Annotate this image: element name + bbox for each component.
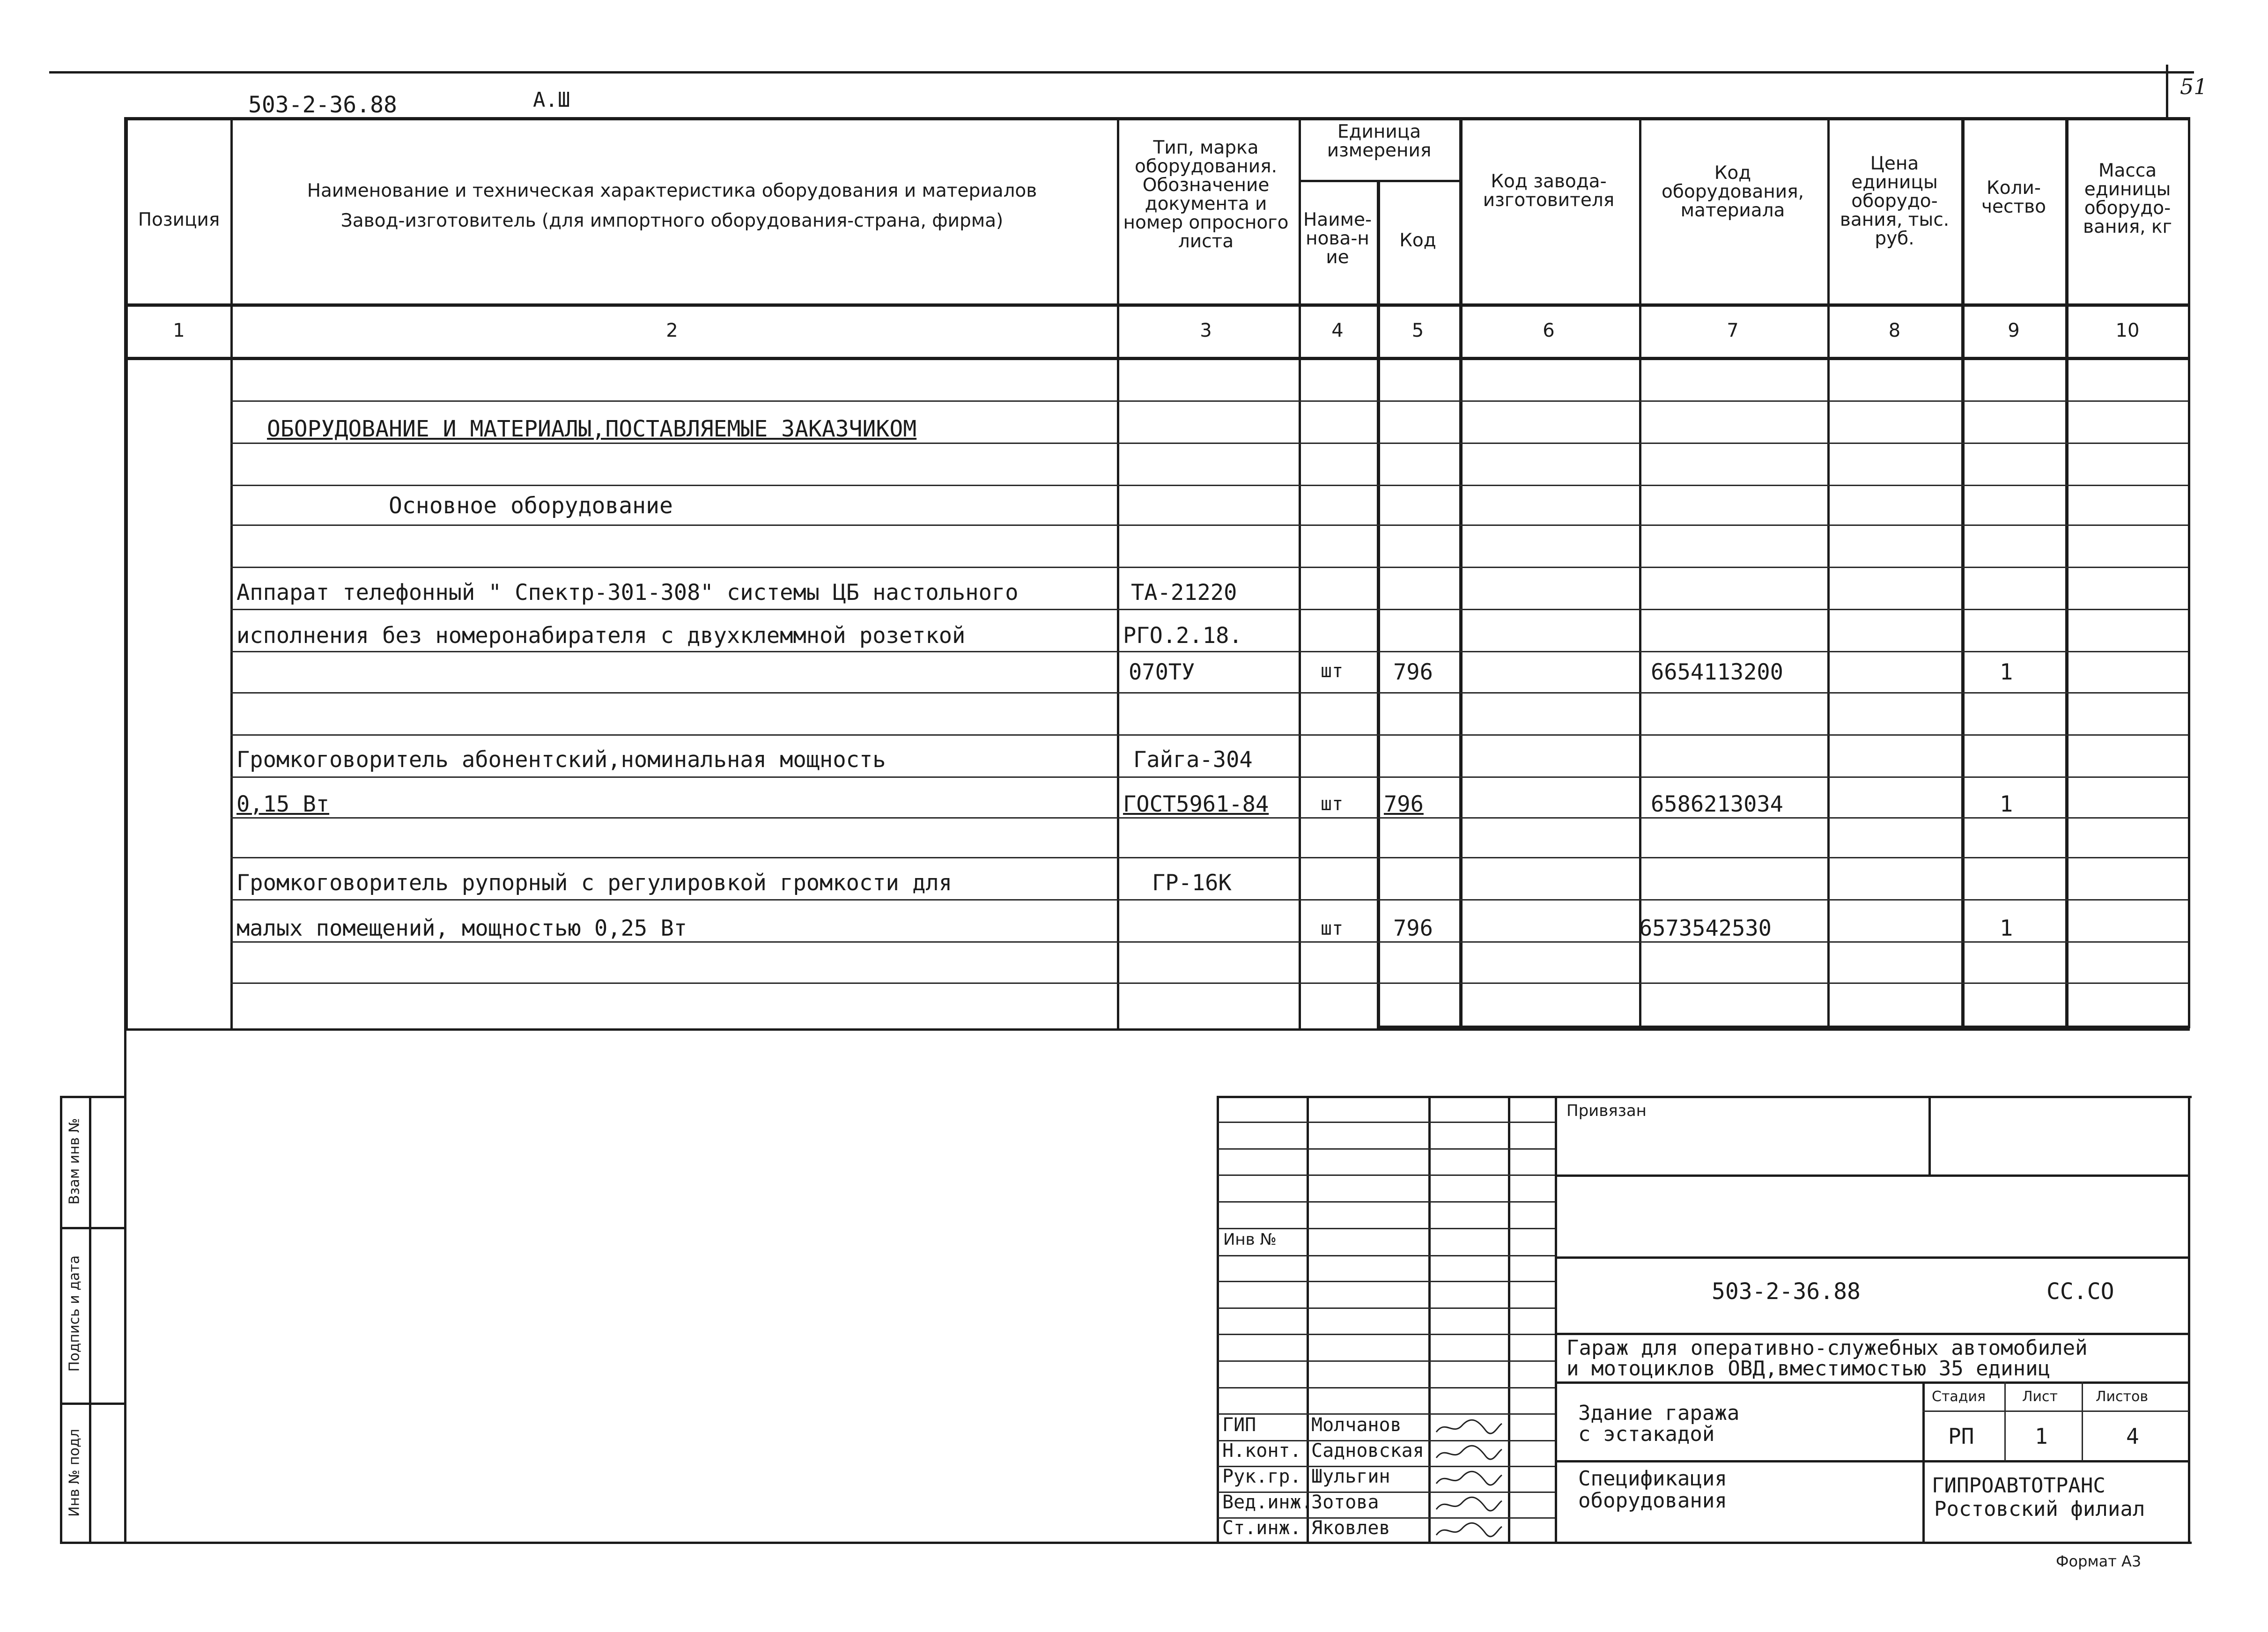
- side-stamp-mid-line: [89, 1096, 91, 1543]
- item1-type-line3: 070ТУ: [1129, 659, 1195, 685]
- col-number-8: 8: [1888, 320, 1901, 341]
- table-row-line: [230, 776, 2188, 778]
- item3-name-line2: малых помещений, мощностью 0,25 Вт: [236, 916, 687, 941]
- header-position: Позиция: [138, 209, 220, 230]
- col-number-4: 4: [1331, 320, 1344, 341]
- header-name-line2: Завод-изготовитель (для импортного оборудования-страна, фирма): [340, 210, 1004, 231]
- col-number-2: 2: [666, 320, 678, 341]
- project-title-line1: Гараж для оперативно-служебных автомобилей: [1566, 1336, 2088, 1360]
- item1-unit: шт: [1321, 660, 1344, 682]
- privyazan-divider: [1928, 1096, 1931, 1175]
- project-title-line2: и мотоциклов ОВД,вместимостью 35 единиц: [1566, 1357, 2051, 1381]
- signer-name: Молчанов: [1311, 1414, 1402, 1436]
- table-header-bottom: [126, 303, 2190, 307]
- table-row-line: [230, 651, 2188, 652]
- header-name-line1: Наименование и техническая характеристика оборудования и материалов: [307, 180, 1037, 201]
- item1-unit-code: 796: [1393, 659, 1433, 685]
- sheets-value: 4: [2126, 1424, 2139, 1449]
- signature-grid-row: [1218, 1387, 1555, 1388]
- table-column-line: [1827, 117, 1830, 1028]
- table-row-line: [230, 485, 2188, 486]
- org-line2: Ростовский филиал: [1934, 1497, 2145, 1521]
- side-stamp-left-line: [60, 1096, 62, 1543]
- signature-grid-row: [1218, 1174, 1555, 1176]
- signature-grid-row: [1218, 1281, 1555, 1282]
- item2-type-line2: ГОСТ5961-84: [1123, 791, 1269, 817]
- item1-type-line2: РГО.2.18.: [1123, 623, 1242, 649]
- side-stamp-top: [60, 1096, 126, 1098]
- table-top-border: [126, 117, 2190, 120]
- section-title: ОБОРУДОВАНИЕ И МАТЕРИАЛЫ,ПОСТАВЛЯЕМЫЕ ЗАКАЗЧИКОМ: [267, 416, 917, 442]
- stage-label-row: [1922, 1410, 2189, 1412]
- col-number-7: 7: [1727, 320, 1739, 341]
- signature-grid-row: [1218, 1307, 1555, 1309]
- item1-name-line2: исполнения без номеронабирателя с двухклеммной розеткой: [236, 623, 966, 649]
- sheet-label: Лист: [2022, 1388, 2058, 1405]
- item2-equipment-code: 6586213034: [1651, 791, 1783, 817]
- signer-role: Ст.инж.: [1222, 1517, 1301, 1539]
- table-column-line: [1459, 117, 1463, 1028]
- item1-quantity: 1: [2000, 659, 2013, 685]
- inv-no-label: Инв №: [1223, 1230, 1277, 1249]
- item2-name-line1: Громкоговоритель абонентский,номинальная мощность: [236, 747, 886, 773]
- building-row-top: [1555, 1381, 2189, 1384]
- title-block-left: [1217, 1096, 1219, 1543]
- spec-line1: Спецификация: [1578, 1467, 1727, 1491]
- title-block-top: [1218, 1096, 2192, 1098]
- project-title-row-top: [1555, 1333, 2189, 1335]
- table-column-line: [1961, 117, 1965, 1028]
- sheets-label: Листов: [2096, 1388, 2149, 1405]
- signer-role: ГИП: [1222, 1414, 1256, 1436]
- item1-equipment-code: 6654113200: [1651, 659, 1783, 685]
- table-row-line: [230, 982, 2188, 984]
- signature-grid-row: [1218, 1201, 1555, 1203]
- signature-grid-row: [1218, 1228, 1555, 1229]
- handwritten-signature-icon: [1434, 1520, 1504, 1541]
- building-line1: Здание гаража: [1578, 1401, 1740, 1425]
- table-row-line: [230, 609, 2188, 610]
- table-column-line: [1117, 117, 1119, 1028]
- signature-grid-row: [1218, 1122, 1555, 1123]
- page-number: 51: [2180, 74, 2208, 99]
- header-equipment-code: Код оборудования, материала: [1661, 162, 1804, 221]
- bottom-frame-line: [60, 1542, 2192, 1544]
- title-block-main-divider: [1555, 1096, 1557, 1543]
- page-number-frame: [2166, 65, 2168, 117]
- table-column-line: [1639, 117, 1641, 1028]
- header-unit-code: Код: [1399, 230, 1436, 251]
- top-doc-code: 503-2-36.88: [248, 92, 397, 118]
- stage-block-divider: [1922, 1381, 1925, 1543]
- table-row-line: [230, 400, 2188, 402]
- side-stamp-split1: [60, 1227, 126, 1229]
- stage-col-divider-2: [2082, 1381, 2083, 1461]
- signature-col-3: [1508, 1096, 1510, 1543]
- table-row-line: [230, 817, 2188, 819]
- table-body-bottom: [1377, 1026, 2189, 1029]
- item2-quantity: 1: [2000, 791, 2013, 817]
- header-quantity: Коли-чество: [1981, 177, 2046, 217]
- table-row-line: [230, 567, 2188, 568]
- item3-type-line1: ГР-16К: [1152, 870, 1232, 896]
- item3-quantity: 1: [2000, 916, 2013, 941]
- item3-name-line1: Громкоговоритель рупорный с регулировкой громкости для: [236, 870, 953, 896]
- col-number-3: 3: [1200, 320, 1212, 341]
- item1-name-line1: Аппарат телефонный " Спектр-301-308" системы ЦБ настольного: [236, 580, 1019, 606]
- stage-col-divider-1: [2004, 1381, 2006, 1461]
- table-row-line: [230, 443, 2188, 444]
- org-line1: ГИПРОАВТОТРАНС: [1932, 1474, 2105, 1498]
- signer-name: Зотова: [1311, 1492, 1379, 1513]
- handwritten-signature-icon: [1434, 1469, 1504, 1490]
- col-number-1: 1: [173, 320, 185, 341]
- table-row-line: [230, 941, 2188, 943]
- signature-col-1: [1307, 1096, 1309, 1543]
- signer-name: Садновская: [1311, 1440, 1424, 1462]
- header-unit-name: Наиме-нова-ние: [1303, 209, 1372, 268]
- privyazan-label: Привязан: [1566, 1101, 1647, 1120]
- top-album: А.Ш: [533, 88, 570, 112]
- header-type: Тип, марка оборудования. Обозначение документа и номер опросного листа: [1123, 137, 1289, 252]
- signer-role: Н.конт.: [1222, 1440, 1301, 1462]
- item2-unit-code: 796: [1384, 791, 1424, 817]
- item1-type-line1: ТА-21220: [1131, 580, 1237, 606]
- top-border: [49, 71, 2194, 74]
- item2-name-line2: 0,15 Вт: [236, 791, 330, 817]
- header-price: Цена единицы оборудо-вания, тыс. руб.: [1840, 153, 1950, 249]
- doc-code-row-top: [1555, 1256, 2189, 1259]
- title-doc-code: 503-2-36.88: [1712, 1278, 1861, 1305]
- left-frame-line: [124, 117, 126, 1543]
- spec-line2: оборудования: [1578, 1489, 1727, 1513]
- sheet-value: 1: [2035, 1424, 2048, 1449]
- item2-unit: шт: [1321, 793, 1344, 815]
- table-column-line: [230, 117, 233, 1028]
- signature-col-2: [1428, 1096, 1431, 1543]
- side-stamp-split2: [60, 1403, 126, 1405]
- signature-grid-row: [1218, 1334, 1555, 1335]
- handwritten-signature-icon: [1434, 1443, 1504, 1464]
- stage-label: Стадия: [1932, 1388, 1986, 1405]
- signature-grid-row: [1218, 1255, 1555, 1256]
- table-row-line: [230, 734, 2188, 736]
- handwritten-signature-icon: [1434, 1417, 1504, 1438]
- signature-grid-row: [1218, 1360, 1555, 1362]
- table-column-line: [1377, 180, 1380, 1028]
- signer-role: Рук.гр.: [1222, 1466, 1301, 1487]
- spec-row-top: [1555, 1460, 2189, 1462]
- signer-name: Шульгин: [1311, 1466, 1390, 1487]
- col-number-6: 6: [1543, 320, 1555, 341]
- stage-value: РП: [1948, 1424, 1974, 1449]
- item3-unit: шт: [1321, 918, 1344, 939]
- privyazan-row-bottom: [1555, 1174, 2189, 1177]
- table-column-line: [2188, 117, 2190, 1028]
- signer-role: Вед.инж.: [1222, 1492, 1313, 1513]
- item2-type-line1: Гайга-304: [1133, 747, 1253, 773]
- title-sheet-code: СС.СО: [2046, 1278, 2114, 1305]
- building-line2: с эстакадой: [1578, 1422, 1715, 1446]
- header-unit-group: Единица измерения: [1327, 121, 1432, 161]
- table-number-row-bottom: [126, 357, 2190, 360]
- side-stamp-replace-inv: Взам инв №: [66, 1118, 83, 1205]
- title-block-right: [2188, 1096, 2190, 1543]
- subsection-title: Основное оборудование: [389, 493, 673, 519]
- signature-grid-row: [1218, 1148, 1555, 1150]
- side-stamp-inv-original: Инв № подл: [66, 1429, 83, 1517]
- col-number-5: 5: [1411, 320, 1424, 341]
- col-number-10: 10: [2115, 320, 2140, 341]
- side-stamp-signature-date: Подпись и дата: [66, 1255, 83, 1372]
- table-column-line: [2065, 117, 2069, 1028]
- item3-unit-code: 796: [1393, 916, 1433, 941]
- table-row-line: [230, 524, 2188, 526]
- header-mass: Масса единицы оборудо-вания, кг: [2083, 160, 2172, 237]
- table-row-line: [230, 857, 2188, 858]
- signer-name: Яковлев: [1311, 1517, 1390, 1539]
- header-factory-code: Код завода-изготовителя: [1483, 171, 1615, 211]
- table-row-line: [230, 899, 2188, 901]
- format-label: Формат А3: [2056, 1552, 2142, 1570]
- table-row-line: [230, 692, 2188, 694]
- handwritten-signature-icon: [1434, 1494, 1504, 1515]
- item3-equipment-code: 6573542530: [1639, 916, 1772, 941]
- col-number-9: 9: [2008, 320, 2020, 341]
